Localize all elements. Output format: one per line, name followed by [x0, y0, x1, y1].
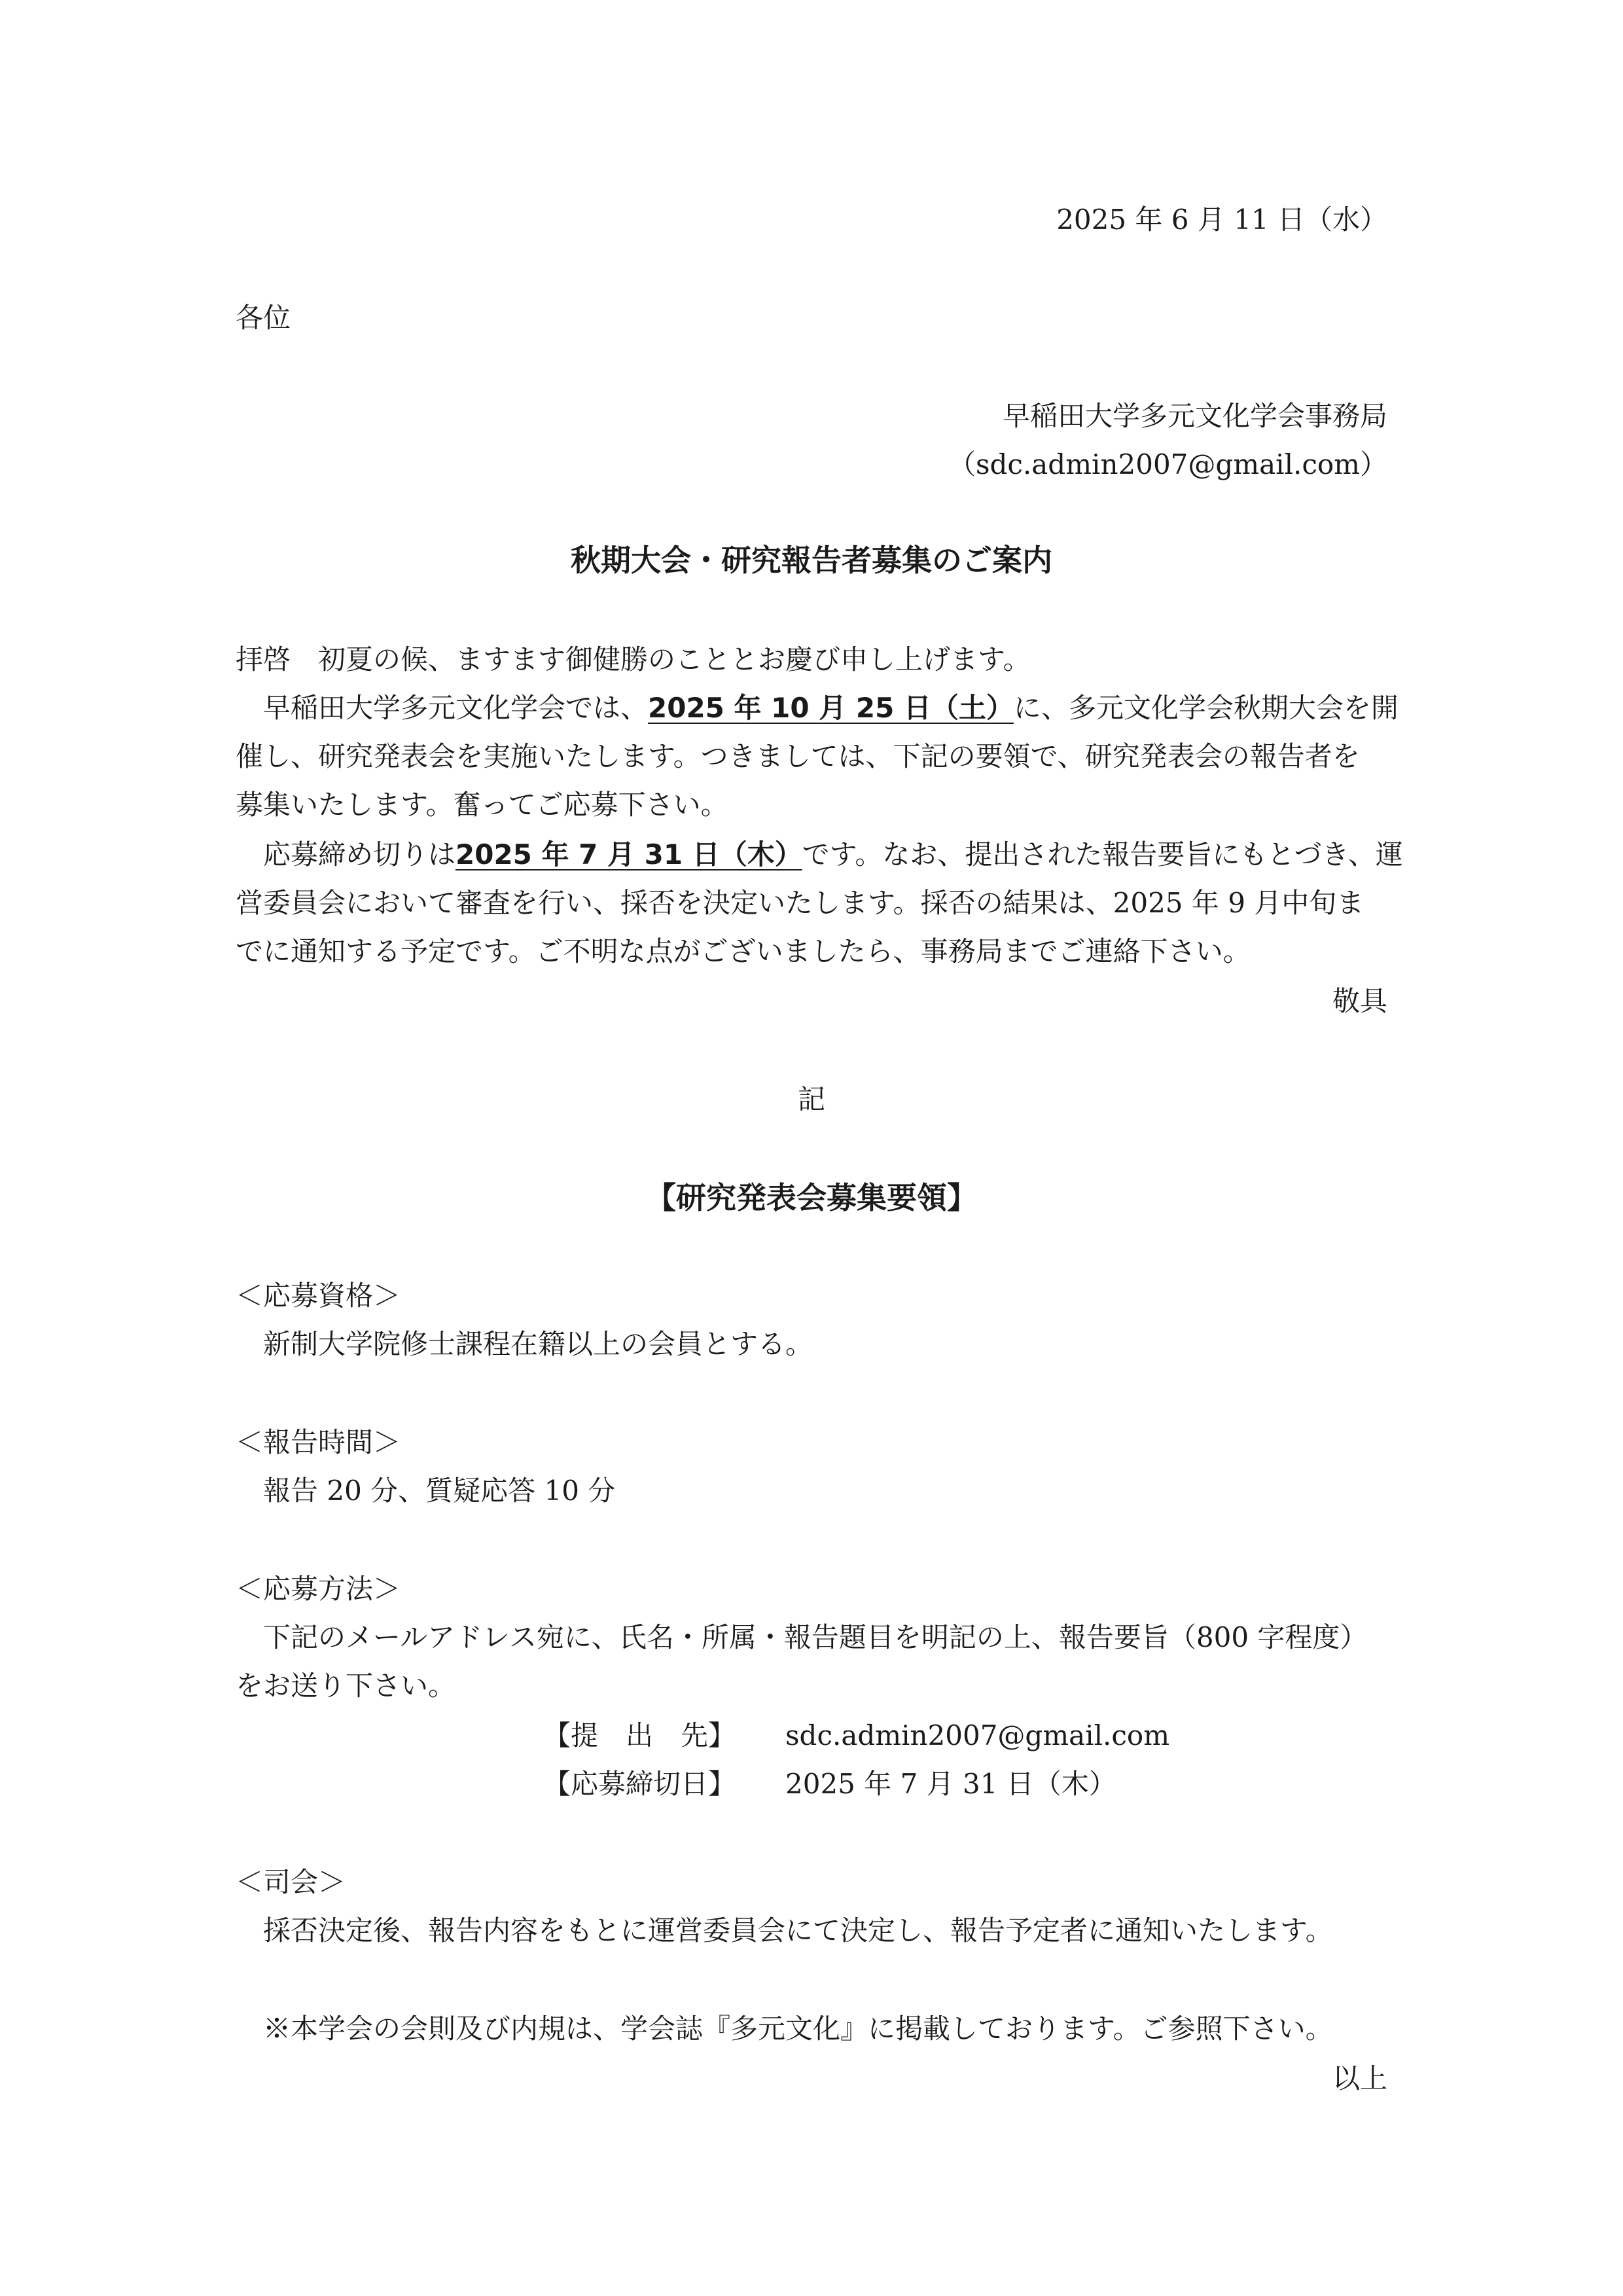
submit-label: 【提 出 先】: [543, 1719, 736, 1751]
note: ※本学会の会則及び内規は、学会誌『多元文化』に掲載しております。ご参照下さい。: [263, 2013, 1333, 2045]
time-heading: ＜報告時間＞: [236, 1426, 401, 1458]
sender-email: （sdc.admin2007@gmail.com）: [948, 448, 1387, 480]
paragraph-2-line-1: [236, 835, 1403, 874]
p1-text-a: 早稲田大学多元文化学会では、: [263, 692, 649, 724]
addressee: 各位: [236, 302, 291, 334]
moderator-text: 採否決定後、報告内容をもとに運営委員会にて決定し、報告予定者に通知いたします。: [263, 1914, 1333, 1946]
issue-date: 2025 年 6 月 11 日（水）: [1056, 204, 1387, 236]
deadline-row: [543, 1765, 1116, 1804]
end-mark: 以上: [1332, 2062, 1387, 2094]
paragraph-2-line-3: でに通知する予定です。ご不明な点がございましたら、事務局までご連絡下さい。: [236, 935, 1251, 967]
greeting: 拝啓 初夏の候、ますます御健勝のこととお慶び申し上げます。: [236, 643, 1031, 675]
eligibility-heading: ＜応募資格＞: [236, 1280, 401, 1312]
submit-email: sdc.admin2007@gmail.com: [785, 1719, 1170, 1751]
ki-mark: 記: [797, 1083, 825, 1115]
paragraph-1-line-3: 募集いたします。奮ってご応募下さい。: [236, 789, 728, 821]
p1-text-b: に、多元文化学会秋期大会を開: [1013, 692, 1399, 724]
sender-name: 早稲田大学多元文化学会事務局: [1002, 400, 1387, 432]
submit-row: [543, 1716, 1169, 1755]
deadline-value: 2025 年 7 月 31 日（木）: [785, 1768, 1116, 1800]
p2-text-b: です。なお、提出された報告要旨にもとづき、運: [802, 838, 1403, 870]
eligibility-text: 新制大学院修士課程在籍以上の会員とする。: [263, 1328, 813, 1360]
section-title: 【研究発表会募集要領】: [646, 1180, 977, 1215]
page-title: 秋期大会・研究報告者募集のご案内: [571, 543, 1052, 578]
closing-keigu: 敬具: [1332, 985, 1387, 1017]
method-line-2: をお送り下さい。: [236, 1670, 456, 1702]
deadline-label: 【応募締切日】: [543, 1768, 736, 1800]
method-line-1: 下記のメールアドレス宛に、氏名・所属・報告題目を明記の上、報告要旨（800 字程度）: [263, 1621, 1368, 1653]
paragraph-1-line-2: 催し、研究発表会を実施いたします。つきましては、下記の要領で、研究発表会の報告者を: [236, 740, 1360, 772]
moderator-heading: ＜司会＞: [236, 1866, 346, 1898]
method-heading: ＜応募方法＞: [236, 1573, 401, 1605]
time-text: 報告 20 分、質疑応答 10 分: [263, 1475, 616, 1507]
event-date: 2025 年 10 月 25 日（土）: [648, 692, 1014, 724]
p2-text-a: 応募締め切りは: [263, 838, 456, 870]
paragraph-2-line-2: 営委員会において審査を行い、採否を決定いたします。採否の結果は、2025 年 9 月中旬ま: [236, 887, 1364, 919]
paragraph-1-line-1: [236, 689, 1399, 728]
deadline-date: 2025 年 7 月 31 日（木）: [455, 838, 802, 870]
